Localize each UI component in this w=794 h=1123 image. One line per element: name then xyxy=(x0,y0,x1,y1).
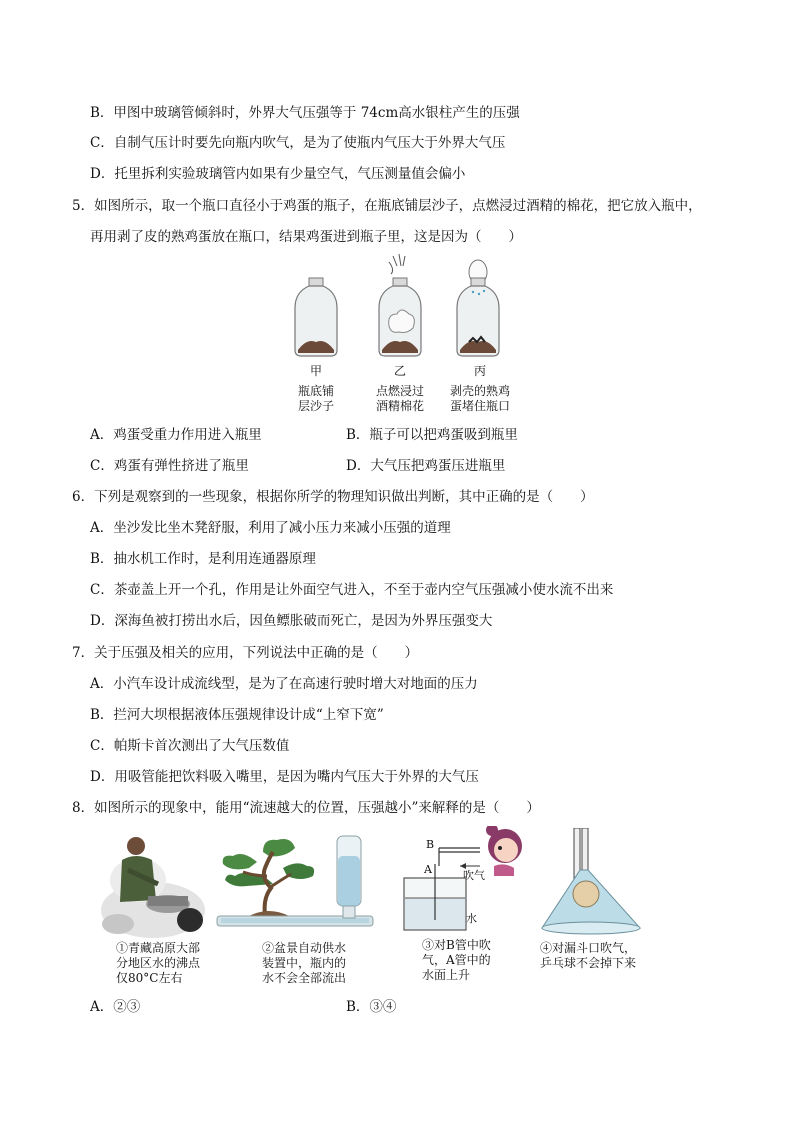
q8-fig2-bonsai-water-supply xyxy=(213,832,375,938)
q5-fig-label-jia: 甲 xyxy=(309,364,322,378)
q5-stem-line2: 再用剥了皮的熟鸡蛋放在瓶口，结果鸡蛋进到瓶子里，这是因为（ ） xyxy=(90,229,522,245)
bottle-yi xyxy=(379,254,421,356)
q5-fig-caption-yi: 点燃浸过 酒精棉花 xyxy=(375,384,424,413)
q6-stem: 6．下列是观察到的一些现象，根据你所学的物理知识做出判断，其中正确的是（ ） xyxy=(72,489,594,505)
q7-option-d: D．用吸管能把饮料吸入嘴里，是因为嘴内气压大于外界的大气压 xyxy=(90,769,479,785)
q7-option-b: B．拦河大坝根据液体压强规律设计成“上窄下宽” xyxy=(90,707,384,723)
q8-fig1-caption: ①青藏高原大部 分地区水的沸点 仅80°C左右 xyxy=(116,941,201,985)
q6-option-c: C．茶壶盖上开一个孔，作用是让外面空气进入，不至于壶内空气压强减小使水流不出来 xyxy=(90,582,614,598)
q5-stem-line1: 5．如图所示，取一个瓶口直径小于鸡蛋的瓶子，在瓶底铺层沙子，点燃浸过酒精的棉花，把它放入瓶中， xyxy=(72,198,702,214)
q7-option-c: C．帕斯卡首次测出了大气压数值 xyxy=(90,738,290,754)
q5-option-d: D．大气压把鸡蛋压进瓶里 xyxy=(346,458,506,474)
bottle-bing xyxy=(457,260,499,356)
q5-fig-caption-bing: 剥壳的熟鸡 蛋堵住瓶口 xyxy=(449,384,510,413)
q8-fig4-caption: ④对漏斗口吹气， 乒乓球不会掉下来 xyxy=(540,941,637,970)
q8-option-b: B．③④ xyxy=(346,999,397,1015)
q5-fig-label-yi: 乙 xyxy=(393,364,406,378)
q8-fig4-funnel-ball xyxy=(536,828,656,938)
q8-fig2-caption: ②盆景自动供水 装置中，瓶内的 水不会全部流出 xyxy=(262,941,347,985)
q4-option-d: D．托里拆利实验玻璃管内如果有少量空气，气压测量值会偏小 xyxy=(90,166,466,182)
q6-option-d: D．深海鱼被打捞出水后，因鱼鳔胀破而死亡，是因为外界压强变大 xyxy=(90,613,493,629)
q4-option-c: C．自制气压计时要先向瓶内吹气，是为了使瓶内气压大于外界大气压 xyxy=(90,135,506,151)
q4-option-b: B．甲图中玻璃管倾斜时，外界大气压强等于 74cm高水银柱产生的压强 xyxy=(90,105,520,121)
q5-fig-label-bing: 丙 xyxy=(473,364,486,378)
q8-fig3-caption: ③对B管中吹 气，A管中的 水面上升 xyxy=(422,938,491,982)
q6-option-a: A．坐沙发比坐木凳舒服，利用了减小压力来减小压强的道理 xyxy=(90,520,451,536)
q8-fig3-label-b: B xyxy=(426,838,435,851)
q8-stem: 8．如图所示的现象中，能用“流速越大的位置，压强越小”来解释的是（ ） xyxy=(72,800,540,816)
q7-option-a: A．小汽车设计成流线型，是为了在高速行驶时增大对地面的压力 xyxy=(90,676,478,692)
q8-fig3-label-water: 水 xyxy=(466,912,477,925)
q8-option-a: A．②③ xyxy=(90,999,141,1015)
q8-fig1-plateau-boiling xyxy=(98,830,208,940)
q8-fig3-label-a: A xyxy=(424,863,432,876)
q5-fig-caption-jia: 瓶底铺 层沙子 xyxy=(297,384,334,413)
q5-bottles-figure xyxy=(285,252,515,362)
q5-option-c: C．鸡蛋有弹性挤进了瓶里 xyxy=(90,458,249,474)
q5-option-a: A．鸡蛋受重力作用进入瓶里 xyxy=(90,427,262,443)
q6-option-b: B．抽水机工作时，是利用连通器原理 xyxy=(90,551,316,567)
q5-option-b: B．瓶子可以把鸡蛋吸到瓶里 xyxy=(346,427,518,443)
q7-stem: 7．关于压强及相关的应用，下列说法中正确的是（ ） xyxy=(72,645,419,661)
q8-fig3-label-blow: 吹气 xyxy=(463,869,485,882)
bottle-jia xyxy=(295,278,337,356)
